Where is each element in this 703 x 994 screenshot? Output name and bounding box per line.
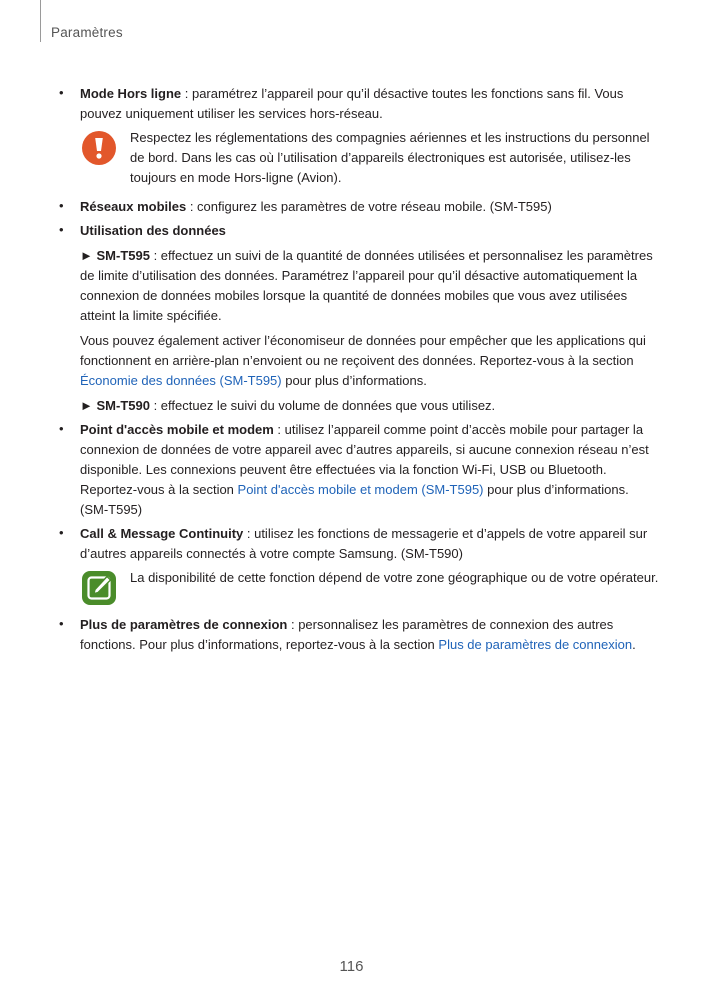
section-title: Paramètres	[51, 25, 123, 40]
item-text: : configurez les paramètres de votre réseau mobile. (SM-T595)	[186, 199, 552, 214]
item-term: Plus de paramètres de connexion	[80, 617, 288, 632]
item-text: .	[632, 637, 636, 652]
item-point-acces	[59, 420, 659, 520]
item-term: Utilisation des données	[80, 223, 226, 238]
item-text: : utilisez les fonctions de messagerie et d’appels de votre appareil sur d’autres appareils connectés à votre compte Samsung. (SM-T590)	[80, 526, 648, 561]
item-utilisation-donnees	[59, 221, 659, 416]
item-text: pour plus d’informations. (SM-T595)	[80, 482, 629, 517]
header-rule	[40, 0, 41, 42]
model-label: SM-T590	[96, 398, 150, 413]
info-note	[80, 568, 659, 606]
warning-note	[80, 128, 659, 188]
item-term: Mode Hors ligne	[80, 86, 182, 101]
model-label: SM-T595	[96, 248, 150, 263]
t595-paragraph	[80, 246, 659, 326]
bullet-marker: •	[59, 198, 64, 213]
item-term: Réseaux mobiles	[80, 199, 187, 214]
t590-paragraph	[80, 396, 659, 416]
page-number: 116	[339, 958, 364, 975]
bullet-marker: •	[59, 222, 64, 237]
item-term: Call & Message Continuity	[80, 526, 244, 541]
bullet-marker: •	[59, 85, 64, 100]
bullet-marker: •	[59, 525, 64, 540]
paragraph-text: : effectuez le suivi du volume de données que vous utilisez.	[149, 398, 496, 413]
settings-content	[59, 84, 659, 655]
paragraph-text: : effectuez un suivi de la quantité de données utilisées et personnalisez les paramètres de limite d’utilisation des données. Paramétrez l’appareil pour qu’il désactive automatiquement la connexion de données mobiles lorsque la quantité de données mobiles que vous avez utilisées atteint la limite spécifiée.	[80, 248, 653, 323]
note-text: La disponibilité de cette fonction dépend de votre zone géographique ou de votre opérateur.	[130, 570, 659, 585]
warning-text: Respectez les réglementations des compagnies aériennes et les instructions du personnel de bord. Dans les cas où l’utilisation d’appareils électroniques est autorisée, utilisez-les toujours en mode Hors-ligne (Avion).	[130, 130, 650, 185]
arrow-icon: ►	[80, 248, 93, 263]
item-text: : paramétrez l’appareil pour qu’il désactive toutes les fonctions sans fil. Vous pouvez uniquement utiliser les services hors-réseau.	[80, 86, 624, 121]
point-acces-link[interactable]: Point d'accès mobile et modem (SM-T595)	[237, 482, 484, 497]
economie-donnees-link[interactable]: Économie des données (SM-T595)	[80, 373, 282, 388]
item-text: : utilisez l’appareil comme point d’accès mobile pour partager la connexion de données de votre appareil avec d’autres appareils, si aucune connexion réseau n’est disponible. Les connexions peuvent être effectuées via la fonction Wi-Fi, USB ou Bluetooth. Reportez-vous à la section	[80, 422, 649, 497]
item-text: : personnalisez les paramètres de connexion des autres fonctions. Pour plus d’informations, reportez-vous à la section	[80, 617, 614, 652]
arrow-icon: ►	[80, 398, 93, 413]
plus-parametres-link[interactable]: Plus de paramètres de connexion	[438, 637, 633, 652]
item-plus-parametres	[59, 615, 659, 655]
paragraph-text: pour plus d’informations.	[281, 373, 427, 388]
economiseur-paragraph	[80, 331, 659, 391]
item-call-message	[59, 524, 659, 606]
item-term: Point d'accès mobile et modem	[80, 422, 274, 437]
bullet-marker: •	[59, 421, 64, 436]
item-mode-hors-ligne	[59, 84, 659, 188]
warning-icon	[81, 130, 117, 166]
bullet-marker: •	[59, 616, 64, 631]
note-pencil-icon	[81, 570, 117, 606]
item-reseaux-mobiles	[59, 197, 659, 217]
paragraph-text: Vous pouvez également activer l’économiseur de données pour empêcher que les applications qui fonctionnent en arrière-plan n’envoient ou ne reçoivent des données. Reportez-vous à la section	[80, 333, 646, 368]
